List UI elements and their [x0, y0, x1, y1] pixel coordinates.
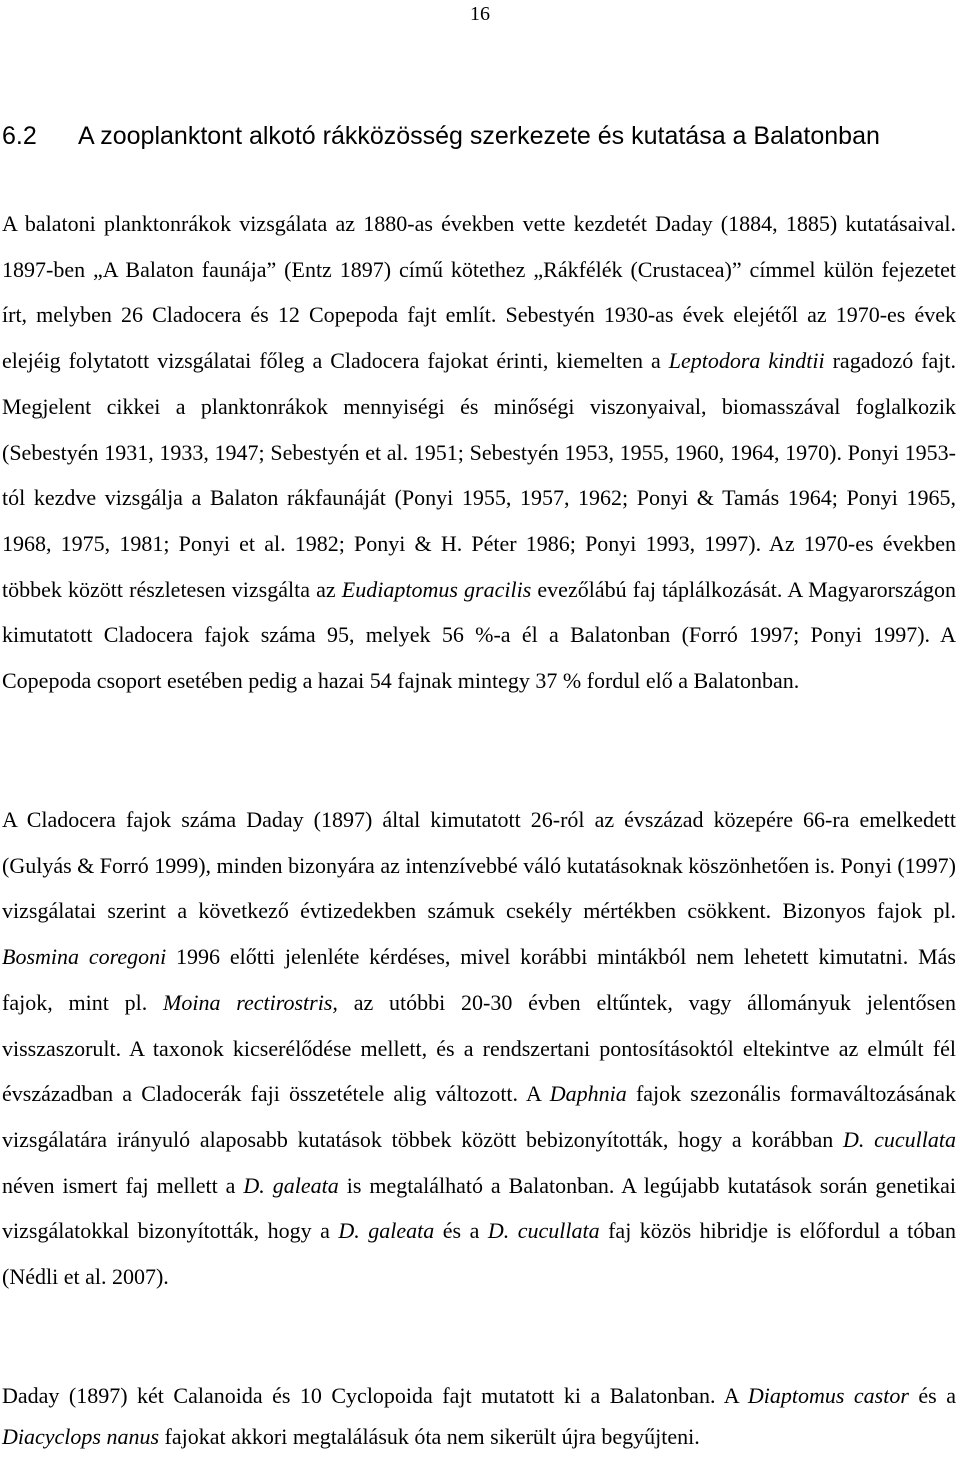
text-run: is megtalálható a Balatonban. A legújabb kutatások során genetikai vizsgálatokkal bizonyították, hogy a	[2, 1172, 956, 1244]
text-run: és a	[434, 1218, 488, 1244]
text-run: evezőlábú faj táplálkozását. A Magyarországon kimutatott Cladocera fajok száma 95, melyek 56 %-a él a Balatonban (Forró 1997; Ponyi 1997). A Copepoda csoport esetében pedig a hazai 54 fajnak mintegy 37 % fordul elő a Balatonban.	[2, 576, 956, 694]
species-name: Leptodora kindtii	[668, 348, 825, 374]
section-heading	[2, 121, 880, 151]
text-run: fajokat akkori megtalálásuk óta nem sikerült újra begyűjteni.	[159, 1424, 700, 1449]
text-run: faj közös hibridje is előfordul a tóban (Nédli et al. 2007).	[2, 1218, 956, 1290]
species-name: Daphnia	[549, 1081, 627, 1107]
species-name: D. galeata	[243, 1172, 339, 1198]
paragraph	[2, 797, 956, 1300]
text-run: Daday (1897) két Calanoida és 10 Cyclopoida fajt mutatott ki a Balatonban. A	[2, 1383, 748, 1408]
text-run: A balatoni planktonrákok vizsgálata az 1880-as években vette kezdetét Daday (1884, 1885) kutatásaival. 1897-ben „A Balaton faunája” (Entz 1897) című kötethez „Rákfélék (Crustacea)” címmel külön fejezetet írt, melyben 26 Cladocera és 12 Copepoda fajt említ. Sebestyén 1930-as évek elejétől az 1970-es évek elejéig folytatott vizsgálatai főleg a Cladocera fajokat érinti, kiemelten a	[2, 211, 956, 374]
species-name: D. cucullata	[487, 1218, 600, 1244]
text-run: ragadozó fajt. Megjelent cikkei a planktonrákok mennyiségi és minőségi viszonyaival, biomasszával foglalkozik (Sebestyén 1931, 1933, 1947; Sebestyén et al. 1951; Sebestyén 1953, 1955, 1960, 1964, 1970). Ponyi 1953-tól kezdve vizsgálja a Balaton rákfaunáját (Ponyi 1955, 1957, 1962; Ponyi & Tamás 1964; Ponyi 1965, 1968, 1975, 1981; Ponyi et al. 1982; Ponyi & H. Péter 1986; Ponyi 1993, 1997). Az 1970-es években többek között részletesen vizsgálta az	[2, 348, 957, 602]
text-run: és a	[908, 1383, 956, 1408]
text-run: az utóbbi 20-30 évben eltűntek, vagy állományuk jelentősen visszaszorult. A taxonok kicserélődése mellett, és a rendszertani pontosításoktól eltekintve az elmúlt fél évszázadban a Cladocerák faji összetétele alig változott. A	[2, 989, 956, 1107]
species-name: Bosmina coregoni	[2, 944, 167, 970]
species-name: Moina rectirostris,	[163, 989, 338, 1015]
text-run: fajok szezonális formaváltozásának vizsgálatára irányuló alaposabb kutatások többek között bebizonyították, hogy a korábban	[2, 1081, 956, 1152]
section-title: A zooplanktont alkotó rákközösség szerkezete és kutatása a Balatonban	[78, 122, 880, 150]
paragraph	[2, 1375, 956, 1457]
species-name: Eudiaptomus gracilis	[341, 576, 532, 602]
section-number: 6.2	[2, 122, 37, 150]
text-run: néven ismert faj mellett a	[2, 1172, 244, 1198]
species-name: Diacyclops nanus	[2, 1424, 160, 1449]
species-name: Diaptomus castor	[747, 1383, 909, 1408]
paragraph	[2, 201, 956, 704]
species-name: D. galeata	[338, 1218, 435, 1244]
text-run: 1996 előtti jelenléte kérdéses, mivel korábbi mintákból nem lehetett kimutatni. Más fajok, mint pl.	[2, 944, 956, 1015]
species-name: D. cucullata	[842, 1126, 956, 1152]
text-run: A Cladocera fajok száma Daday (1897) által kimutatott 26-ról az évszázad közepére 66-ra emelkedett (Gulyás & Forró 1999), minden bizonyára az intenzívebbé váló kutatásoknak köszönhetően is. Ponyi (1997) vizsgálatai szerint a következő évtizedekben számuk csekély mértékben csökkent. Bizonyos fajok pl.	[2, 807, 956, 924]
page-number: 16	[470, 3, 490, 25]
